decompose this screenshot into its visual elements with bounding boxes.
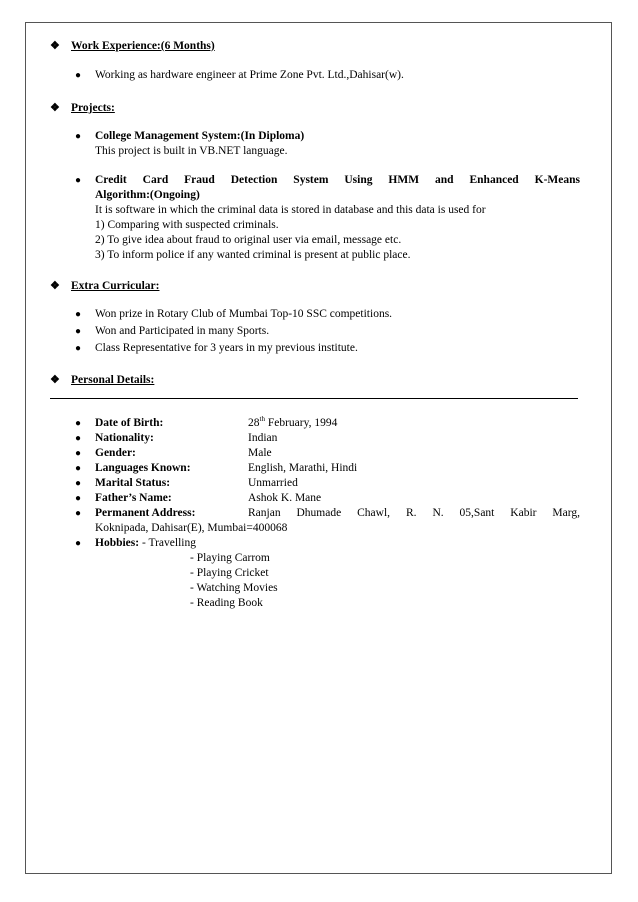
extra-heading-text: Extra Curricular: xyxy=(71,280,160,292)
hobby-item: - Watching Movies xyxy=(190,582,278,594)
detail-label: Gender: xyxy=(95,447,136,459)
personal-heading-text: Personal Details: xyxy=(71,374,155,386)
bullet-icon: ● xyxy=(75,493,82,504)
project-description: It is software in which the criminal data is stored in database and this data is used for xyxy=(95,204,486,216)
project-point: 2) To give idea about fraud to original user via email, message etc. xyxy=(95,234,402,246)
detail-label: Nationality: xyxy=(95,432,154,444)
detail-row-dob xyxy=(50,416,580,431)
work-heading-text: Work Experience:(6 Months) xyxy=(71,40,215,52)
detail-row-marital xyxy=(50,476,580,491)
diamond-bullet-icon: ❖ xyxy=(50,280,60,292)
extra-item-text: Won and Participated in many Sports. xyxy=(95,325,270,337)
horizontal-divider xyxy=(50,398,578,399)
projects-list xyxy=(50,129,580,263)
diamond-bullet-icon: ❖ xyxy=(50,102,60,114)
extra-curricular-heading xyxy=(50,278,580,294)
project-title-cont: Algorithm:(Ongoing) xyxy=(95,189,200,201)
detail-row-hobbies xyxy=(50,536,580,611)
bullet-icon: ● xyxy=(75,538,82,549)
list-item xyxy=(50,307,580,322)
list-item xyxy=(50,324,580,339)
detail-value: Ashok K. Mane xyxy=(248,492,322,504)
detail-row-address xyxy=(50,506,580,536)
hobby-item: - Travelling xyxy=(139,537,196,549)
detail-label: Hobbies: xyxy=(95,537,140,549)
work-experience-heading xyxy=(50,38,580,54)
extra-item-text: Class Representative for 3 years in my previous institute. xyxy=(95,342,358,354)
personal-list xyxy=(50,416,580,611)
projects-heading xyxy=(50,100,580,116)
diamond-bullet-icon: ❖ xyxy=(50,374,60,386)
bullet-icon: ● xyxy=(75,478,82,489)
bullet-icon: ● xyxy=(75,309,82,320)
personal-details xyxy=(50,416,580,611)
detail-value: English, Marathi, Hindi xyxy=(248,462,358,474)
detail-row-languages xyxy=(50,461,580,476)
hobby-item: - Playing Carrom xyxy=(190,552,270,564)
bullet-icon: ● xyxy=(75,463,82,474)
bullet-icon: ● xyxy=(75,326,82,337)
extra-list xyxy=(50,307,580,356)
list-item xyxy=(50,68,580,83)
extra-item-text: Won prize in Rotary Club of Mumbai Top-10 SSC competitions. xyxy=(95,308,393,320)
work-list xyxy=(50,68,580,83)
list-item xyxy=(50,341,580,356)
bullet-icon: ● xyxy=(75,70,82,81)
detail-label: Permanent Address: xyxy=(95,507,196,519)
personal-details-heading xyxy=(50,372,580,388)
detail-label: Date of Birth: xyxy=(95,417,164,429)
bullet-icon: ● xyxy=(75,343,82,354)
hobby-item: - Playing Cricket xyxy=(190,567,269,579)
bullet-icon: ● xyxy=(75,175,82,186)
detail-label: Father’s Name: xyxy=(95,492,172,504)
diamond-bullet-icon: ❖ xyxy=(50,40,60,52)
project-description: This project is built in VB.NET language. xyxy=(95,145,288,157)
project-item xyxy=(50,129,580,159)
detail-value: Male xyxy=(248,447,272,459)
projects-heading-text: Projects: xyxy=(71,102,115,114)
project-point: 3) To inform police if any wanted criminal is present at public place. xyxy=(95,249,411,261)
bullet-icon: ● xyxy=(75,448,82,459)
detail-value: 28th February, 1994 xyxy=(248,415,338,429)
bullet-icon: ● xyxy=(75,131,82,142)
detail-row-nationality xyxy=(50,431,580,446)
hobby-item: - Reading Book xyxy=(190,597,263,609)
project-title: Credit Card Fraud Detection System Using HMM and Enhanced K-Means xyxy=(95,174,580,186)
work-item-text: Working as hardware engineer at Prime Zone Pvt. Ltd.,Dahisar(w). xyxy=(95,69,404,81)
resume-content xyxy=(50,38,580,388)
project-title: College Management System:(In Diploma) xyxy=(95,130,305,142)
detail-label: Marital Status: xyxy=(95,477,171,489)
bullet-icon: ● xyxy=(75,508,82,519)
bullet-icon: ● xyxy=(75,433,82,444)
detail-row-father xyxy=(50,491,580,506)
detail-value: Indian xyxy=(248,432,278,444)
detail-value: Unmarried xyxy=(248,477,298,489)
detail-value: Ranjan Dhumade Chawl, R. N. 05,Sant Kabir Marg, xyxy=(248,507,580,519)
detail-row-gender xyxy=(50,446,580,461)
detail-label: Languages Known: xyxy=(95,462,191,474)
project-point: 1) Comparing with suspected criminals. xyxy=(95,219,279,231)
project-item xyxy=(50,173,580,263)
detail-value-cont: Koknipada, Dahisar(E), Mumbai=400068 xyxy=(95,522,288,534)
bullet-icon: ● xyxy=(75,418,82,429)
